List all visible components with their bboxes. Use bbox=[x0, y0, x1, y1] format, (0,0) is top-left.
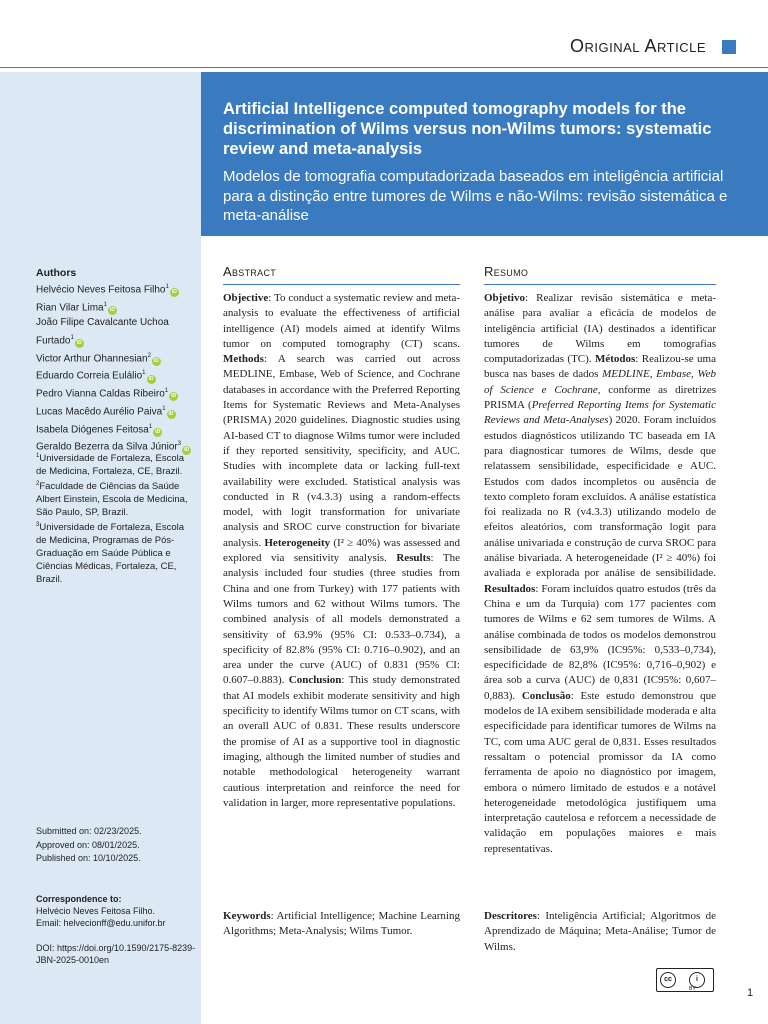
orcid-icon[interactable]: iD bbox=[148, 375, 154, 382]
orcid-icon[interactable]: iD bbox=[168, 411, 174, 418]
conclusao-label: Conclusão bbox=[521, 689, 571, 702]
author-name-text: Isabela Diógenes Feitosa bbox=[36, 423, 149, 435]
title-portuguese: Modelos de tomografia computadorizada baseados em inteligência artificial para a distinção entre tumores de Wilms e não-Wilms: revisão sistemática e meta-análise bbox=[223, 168, 728, 224]
doi-link[interactable]: DOI: https://doi.org/10.1590/2175-8239-JBN-2025-0010en bbox=[36, 943, 196, 965]
submitted-date: Submitted on: 02/23/2025. bbox=[36, 826, 142, 836]
cc-circle-icon: cc bbox=[660, 972, 676, 988]
affiliation-sup: 2 bbox=[36, 481, 40, 488]
correspondence-heading: Correspondence to: bbox=[36, 894, 122, 904]
orcid-icon[interactable]: iD bbox=[109, 307, 115, 314]
author-name-text: Geraldo Bezerra da Silva Júnior bbox=[36, 441, 178, 453]
affiliation-sup: 1 bbox=[36, 453, 40, 459]
affiliation-text: Universidade de Fortaleza, Escola de Medicina, Fortaleza, CE, Brazil. bbox=[36, 453, 185, 478]
metodos-label: Métodos bbox=[594, 353, 636, 366]
author-affiliation-sup: 1 bbox=[165, 284, 169, 290]
page-number: 1 bbox=[747, 987, 754, 999]
methods-text: : A search was carried out across MEDLINE, Embase, Web of Science, and Cochrane databases in accordance with the Preferred Reporting Items for Systematic Reviews and Meta-Analyses (PRISMA) 2020 guidelines. Diagnostic studies using AI-based CT to diagnose Wilms tumor were included if they reported sensitivity, specificity, and AUC. Studies with incomplete data or lacking full-text availability were excluded. Statistical analysis was conducted in R (v4.3.3) using a random-effects model, with logit transformation for univariate analysis and SROC curve construction for bivariate analysis. bbox=[223, 353, 460, 549]
results-text: : The analysis included four studies (three studies from China and one from Turkey) with 177 patients with Wilms tumors and 62 without Wilms tumors. The combined analysis of all models demonstrated a sensitivity of 63.9% (95% CI: 0.533–0.734), a specificity of 82.8% (95% CI: 0.716–0.902), and an area under the curve (AUC) of 0.831 (95% CI: 0.607–0.883). bbox=[223, 552, 460, 687]
resumo-heading: Resumo bbox=[484, 264, 529, 279]
header-square-icon bbox=[722, 40, 736, 54]
author-name-text: Lucas Macêdo Aurélio Paiva bbox=[36, 406, 163, 418]
metodos-prisma: Preferred Reporting Items for Systematic Reviews and Meta-Analyses bbox=[484, 399, 716, 427]
objective-label: Objective bbox=[223, 292, 269, 304]
affiliation-sup: 3 bbox=[36, 522, 40, 529]
abstract-heading: Abstract bbox=[223, 264, 277, 279]
author-name bbox=[36, 349, 196, 367]
orcid-icon[interactable]: iD bbox=[155, 428, 161, 435]
resultados-label: Resultados bbox=[484, 582, 536, 595]
affiliations bbox=[36, 450, 196, 586]
author-affiliation-sup: 1 bbox=[103, 301, 107, 308]
affiliation-item bbox=[36, 450, 196, 478]
author-name bbox=[36, 402, 196, 420]
methods-label: Methods bbox=[223, 353, 264, 366]
author-name-text: Victor Arthur Ohannesian bbox=[36, 352, 148, 364]
author-name bbox=[36, 298, 196, 316]
keywords-text: : Artificial Intelligence; Machine Learning Algorithms; Meta-Analysis; Wilms Tumor. bbox=[223, 910, 460, 938]
author-name bbox=[36, 384, 196, 402]
objetivo-text: : Realizar revisão sistemática e meta-análise para avaliar a eficácia de modelos de inteligência artificial (IA) destinados a identificar tumores de Wilms em tomografias computadorizadas (TC). bbox=[484, 292, 716, 366]
author-name-text: Helvécio Neves Feitosa Filho bbox=[36, 284, 166, 296]
heterogeneity-label: Heterogeneity bbox=[264, 536, 331, 549]
author-affiliation-sup: 2 bbox=[147, 352, 151, 359]
descritores-label: Descritores bbox=[484, 910, 537, 922]
header-rule bbox=[0, 67, 768, 68]
correspondence bbox=[36, 893, 198, 929]
orcid-icon[interactable]: iD bbox=[184, 446, 190, 453]
abstract-body bbox=[223, 291, 460, 811]
author-affiliation-sup: 1 bbox=[70, 334, 74, 341]
author-affiliation-sup: 1 bbox=[164, 388, 169, 395]
orcid-icon[interactable]: iD bbox=[171, 289, 177, 296]
objetivo-label: Objetivo bbox=[484, 292, 525, 304]
author-affiliation-sup: 3 bbox=[177, 441, 182, 448]
author-name-text: Rian Vilar Lima bbox=[36, 302, 104, 314]
by-label: BY bbox=[689, 986, 696, 992]
correspondence-email[interactable]: Email: helvecionff@edu.unifor.br bbox=[36, 918, 166, 928]
author-name bbox=[36, 420, 196, 438]
orcid-icon[interactable]: iD bbox=[153, 357, 159, 364]
keywords bbox=[223, 909, 460, 940]
orcid-icon[interactable]: iD bbox=[171, 393, 177, 400]
metodos-databases: MEDLINE, Embase, Web of Science e Cochrane bbox=[484, 368, 716, 396]
author-name bbox=[36, 366, 196, 384]
orcid-icon[interactable]: iD bbox=[76, 340, 82, 347]
author-affiliation-sup: 1 bbox=[162, 405, 166, 412]
conclusion-text: : This study demonstrated that AI models exhibit moderate sensitivity and high specificity to identify Wilms tumor on CT scans, with an overall AUC of 0.831. These results underscore the promise of AI as a supportive tool in diagnostic imaging, although the limited number of studies and notable methodological heterogeneity warrant cautious interpretation and reinforce the need for validation in larger, more representative populations. bbox=[223, 674, 460, 809]
author-name bbox=[36, 280, 196, 298]
title-english: Artificial Intelligence computed tomography models for the discrimination of Wilms versus non-Wilms tumors: systematic review and meta-analysis bbox=[223, 100, 712, 158]
metodos-text-a: : Realizou-se uma busca nas bases de dados bbox=[484, 353, 716, 381]
correspondence-name: Helvécio Neves Feitosa Filho. bbox=[36, 906, 156, 916]
affiliation-text: Faculdade de Ciências da Saúde Albert Einstein, Escola de Medicina, São Paulo, SP, Brazil. bbox=[36, 481, 188, 519]
author-affiliation-sup: 1 bbox=[148, 423, 153, 430]
keywords-label: Keywords bbox=[223, 910, 271, 922]
author-name bbox=[36, 315, 196, 348]
resultados-text: : Foram incluídos quatro estudos (três da China e um da Turquia) com 177 pacientes com tumores de Wilms e 62 sem tumores de Wilms. A análise combinada de todos os modelos demonstrou sensibilidade de 63,9% (IC95%: 0,533–0,734), especificidade de 82,8% (IC95%: 0,716–0,902) e área sob a curva (AUC) de 0,831 (IC95%: 0,607–0,883). bbox=[484, 582, 716, 702]
affiliation-item bbox=[36, 519, 196, 586]
cc-license-icon[interactable] bbox=[656, 968, 714, 992]
affiliation-item bbox=[36, 478, 196, 519]
heterogeneity-text: (I² ≥ 40%) was assessed and explored via sensitivity analysis. bbox=[223, 536, 460, 565]
conclusion-label: Conclusion bbox=[288, 674, 342, 687]
authors-block bbox=[36, 266, 196, 455]
resumo-rule bbox=[484, 284, 716, 285]
resumo-body bbox=[484, 291, 716, 857]
author-name-text: João Filipe Cavalcante Uchoa Furtado bbox=[36, 317, 169, 347]
metodos-text-b: , conforme as diretrizes PRISMA ( bbox=[484, 383, 717, 412]
by-person-icon: i bbox=[689, 972, 705, 988]
objective-text: : To conduct a systematic review and meta-analysis to evaluate the effectiveness of artificial intelligence (AI) models aimed at identify Wilms tumor on computed tomography (CT) scans. bbox=[223, 292, 460, 350]
conclusao-text: : Este estudo demonstrou que modelos de IA exibem sensibilidade moderada e alta especificidade para identificar tumores de Wilms na TC, com uma AUC geral de 0,831. Esses resultados ressaltam o potencial promissor da IA como ferramenta de apoio no diagnóstico por imagem, embora o número limitado de estudos e a notável heterogeneidade metodológica justifiquem uma interpretação cautelosa e reforcem a necessidade de validação em populações maiores e mais representativas. bbox=[484, 689, 716, 855]
author-name-text: Eduardo Correia Eulálio bbox=[36, 370, 143, 382]
published-date: Published on: 10/10/2025. bbox=[36, 853, 141, 863]
descritores bbox=[484, 909, 716, 955]
authors-heading: Authors bbox=[36, 267, 77, 279]
descritores-text: : Inteligência Artificial; Algoritmos de Aprendizado de Máquina; Meta-Análise; Tumor de Wilms. bbox=[484, 910, 716, 953]
header-label: Original Article bbox=[569, 36, 706, 56]
dates bbox=[36, 825, 196, 866]
abstract-rule bbox=[223, 284, 460, 285]
affiliation-text: Universidade de Fortaleza, Escola de Medicina, Programas de Pós-Graduação em Saúde Pública e Ciências Médicas, Fortaleza, CE, Brazil. bbox=[36, 522, 185, 586]
metodos-text-c: ) 2020. Foram incluídos estudos diagnósticos utilizando TC baseada em IA para diagnosticar tumores de Wilms, desde que relatassem sensibilidade, especificidade e AUC. Estudos com dados incompletos ou ausência de texto completo foram excluídos. A análise estatística foi realizada no R (v4.3.3) utilizando modelo de efeitos aleatórios, com transformação logit para análise univariada e construção de curva SROC para análise bivariada. A heterogeneidade (I² ≥ 40%) foi avaliada e explorada por análise de sensibilidade. bbox=[484, 414, 717, 580]
author-affiliation-sup: 1 bbox=[142, 370, 146, 377]
results-label: Results bbox=[396, 552, 431, 565]
approved-date: Approved on: 08/01/2025. bbox=[36, 839, 140, 850]
author-name-text: Pedro Vianna Caldas Ribeiro bbox=[36, 388, 165, 400]
